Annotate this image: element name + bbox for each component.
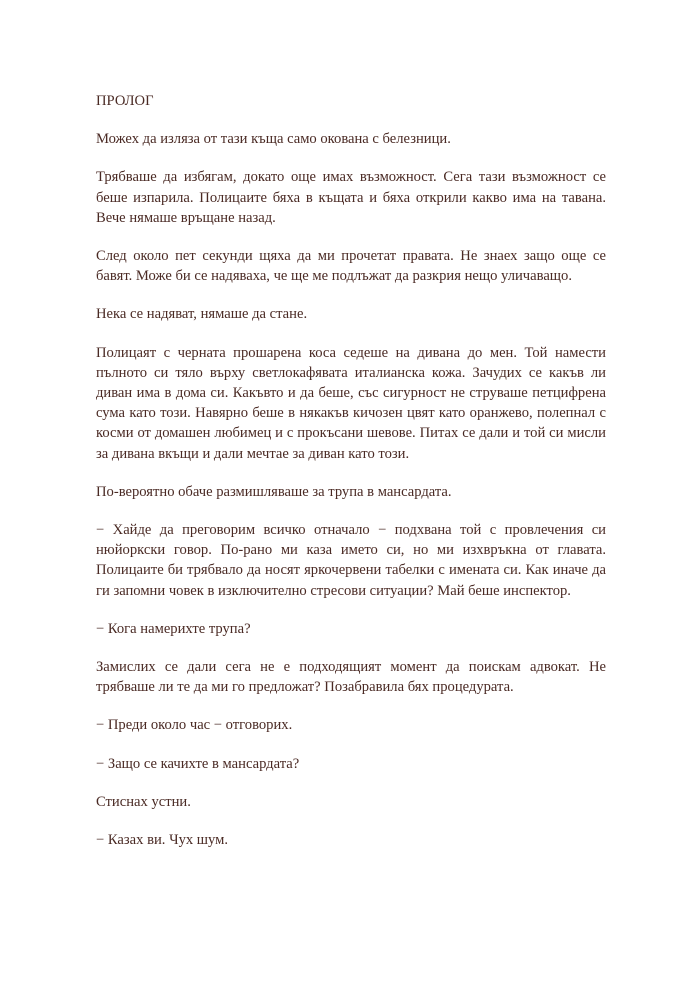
paragraph: − Казах ви. Чух шум.	[96, 832, 229, 849]
paragraph: − Преди около час − отговорих.	[96, 717, 293, 734]
paragraph: Полицаят с черната прошарена коса седеше на дивана до мен. Той намести пълното си тяло върху светлокафявата италианска кожа. Зачудих се какъв ли диван има в дома си. Какъвто и да беше, със сигурност не струваше петцифрена сума като този. Навярно беше в някакъв кичозен цвят като оранжево, полепнал с косми от домашен любимец и с прокъсани шевове. Питах се дали и той си мисли за дивана вкъщи и дали мечтае за диван като този.	[96, 344, 606, 462]
paragraph: − Защо се качихте в мансардата?	[96, 755, 300, 772]
chapter-title: ПРОЛОГ	[96, 93, 154, 109]
paragraph: След около пет секунди щяха да ми прочетат правата. Не знаех защо още се бавят. Може би се надяваха, че ще ме подлъжат да разкрия нещо уличаващо.	[96, 248, 606, 285]
document-body	[96, 91, 606, 868]
paragraph: − Кога намерихте трупа?	[96, 620, 251, 637]
paragraph: По-вероятно обаче размишляваше за трупа в мансардата.	[96, 483, 452, 500]
paragraph: Стиснах устни.	[96, 793, 191, 810]
paragraph: Замислих се дали сега не е подходящият момент да поискам адвокат. Не трябваше ли те да ми го предложат? Позабравила бях процедурата.	[96, 659, 606, 696]
paragraph: − Хайде да преговорим всичко отначало − подхвана той с провлечения си нюйоркски говор. По-рано ми каза името си, но ми изхвръкна от главата. Полицаите би трябвало да носят яркочервени табелки с имената си. Как иначе да ги запомни човек в изключително стресови ситуации? Май беше инспектор.	[96, 522, 606, 599]
paragraph: Трябваше да избягам, докато още имах възможност. Сега тази възможност се беше изпарила. Полицаите бяха в къщата и бяха открили какво има на тавана. Вече нямаше връщане назад.	[96, 169, 606, 226]
paragraph: Можех да изляза от тази къща само окована с белезници.	[96, 131, 451, 148]
paragraph: Нека се надяват, нямаше да стане.	[96, 306, 308, 323]
